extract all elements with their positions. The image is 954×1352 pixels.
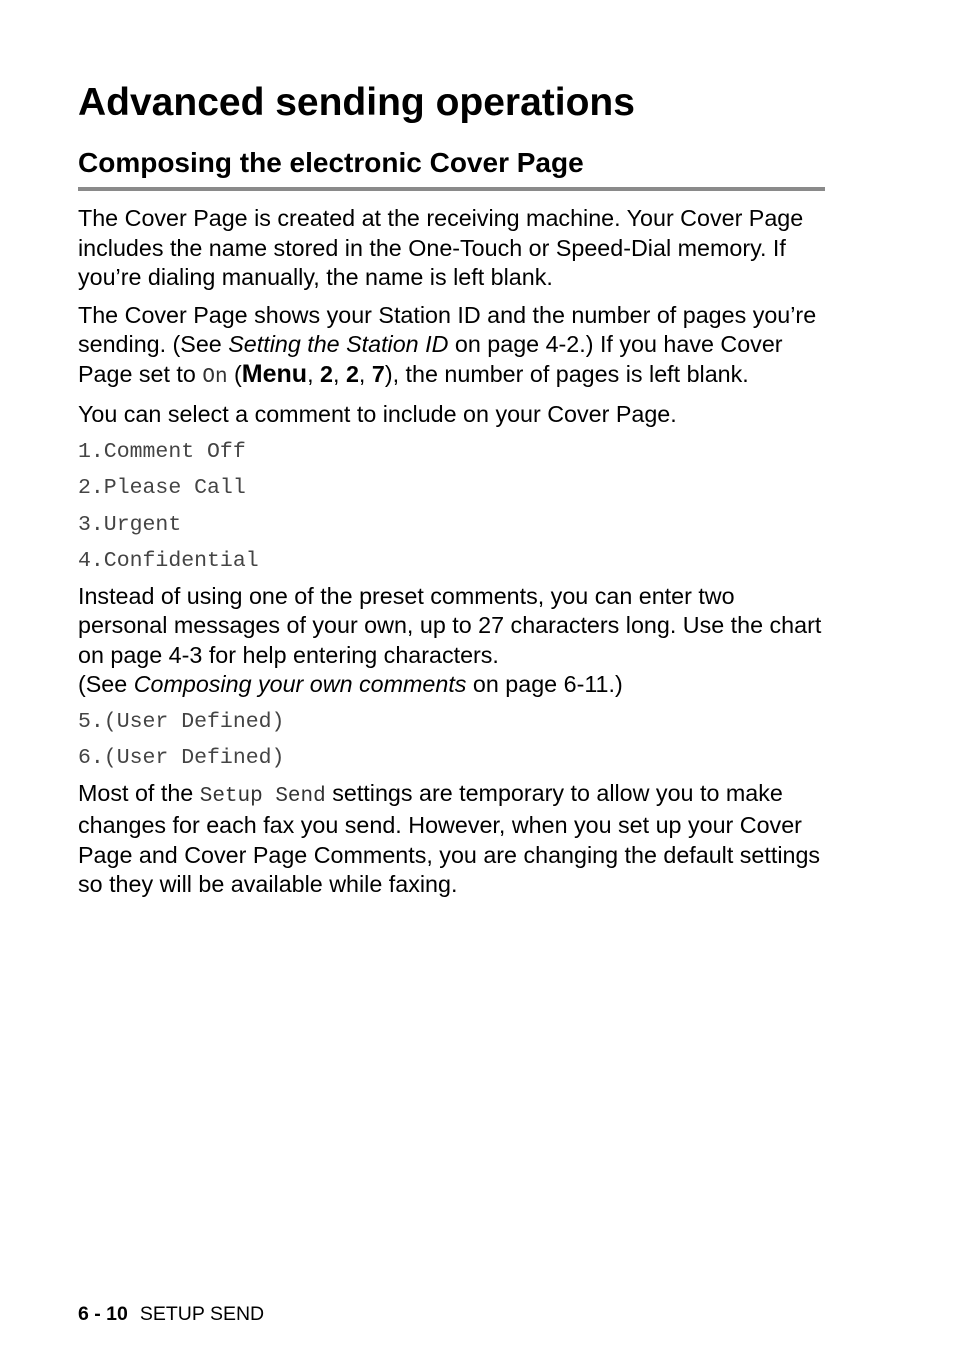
cross-reference-own-comments: Composing your own comments	[133, 671, 467, 697]
text-span: ,	[333, 360, 346, 387]
paragraph-select-comment: You can select a comment to include on your Cover Page.	[78, 401, 677, 427]
comment-option: 2.Please Call	[78, 476, 246, 500]
key-2: 2	[320, 360, 333, 387]
text-span: settings are temporary to allow you to make changes for each fax you send. However, when you set up your Cover Page and Cover Page Comments, you are changing the default settings so they will be available while faxing.	[78, 779, 821, 897]
text-span: Instead of using one of the preset comments, you can enter two personal messages of your own, up to 27 characters long. Use the chart on page 4-3 for help entering characters.	[78, 582, 822, 668]
body-content	[78, 204, 826, 908]
key-2: 2	[345, 360, 359, 387]
paragraph-station-id	[78, 301, 826, 393]
comment-option: 4.Confidential	[78, 549, 259, 573]
cross-reference-station-id: Setting the Station ID	[228, 331, 449, 357]
text-span: on page 4-2.) If you have Cover Page set to	[78, 331, 783, 387]
user-defined-option: 5.(User Defined)	[78, 709, 285, 734]
text-span: on page 6-11.)	[466, 671, 623, 697]
setting-name-setup-send: Setup Send	[199, 784, 326, 808]
page-number: 6 - 10	[78, 1303, 128, 1325]
page-footer	[78, 1302, 264, 1326]
key-menu: Menu	[241, 359, 308, 388]
section-title: Composing the electronic Cover Page	[78, 147, 584, 178]
paragraph-setup-send	[78, 779, 826, 900]
text-span: Most of the	[78, 779, 200, 806]
setting-value-on: On	[202, 365, 228, 389]
page-title: Advanced sending operations	[78, 81, 635, 124]
section-divider	[78, 187, 825, 191]
text-span: The Cover Page shows your Station ID and the number of pages you’re sending. (See	[78, 301, 817, 357]
comment-option: 1.Comment Off	[78, 439, 246, 464]
paragraph-cover-page-intro: The Cover Page is created at the receiving machine. Your Cover Page includes the name stored in the One-Touch or Speed-Dial memory. If you’re dialing manually, the name is left blank.	[78, 205, 804, 290]
comment-option: 3.Urgent	[78, 512, 182, 537]
user-defined-option: 6.(User Defined)	[78, 746, 285, 770]
text-span: (See	[78, 671, 134, 697]
user-options-list	[78, 704, 826, 777]
paragraph-personal-messages	[78, 582, 826, 700]
text-span: ,	[358, 360, 372, 387]
text-span: ), the number of pages is left blank.	[384, 360, 749, 387]
text-span: (	[227, 360, 242, 387]
text-span: ,	[307, 360, 321, 387]
key-7: 7	[371, 360, 385, 387]
chapter-name: SETUP SEND	[139, 1303, 265, 1325]
comment-options-list	[78, 434, 826, 580]
